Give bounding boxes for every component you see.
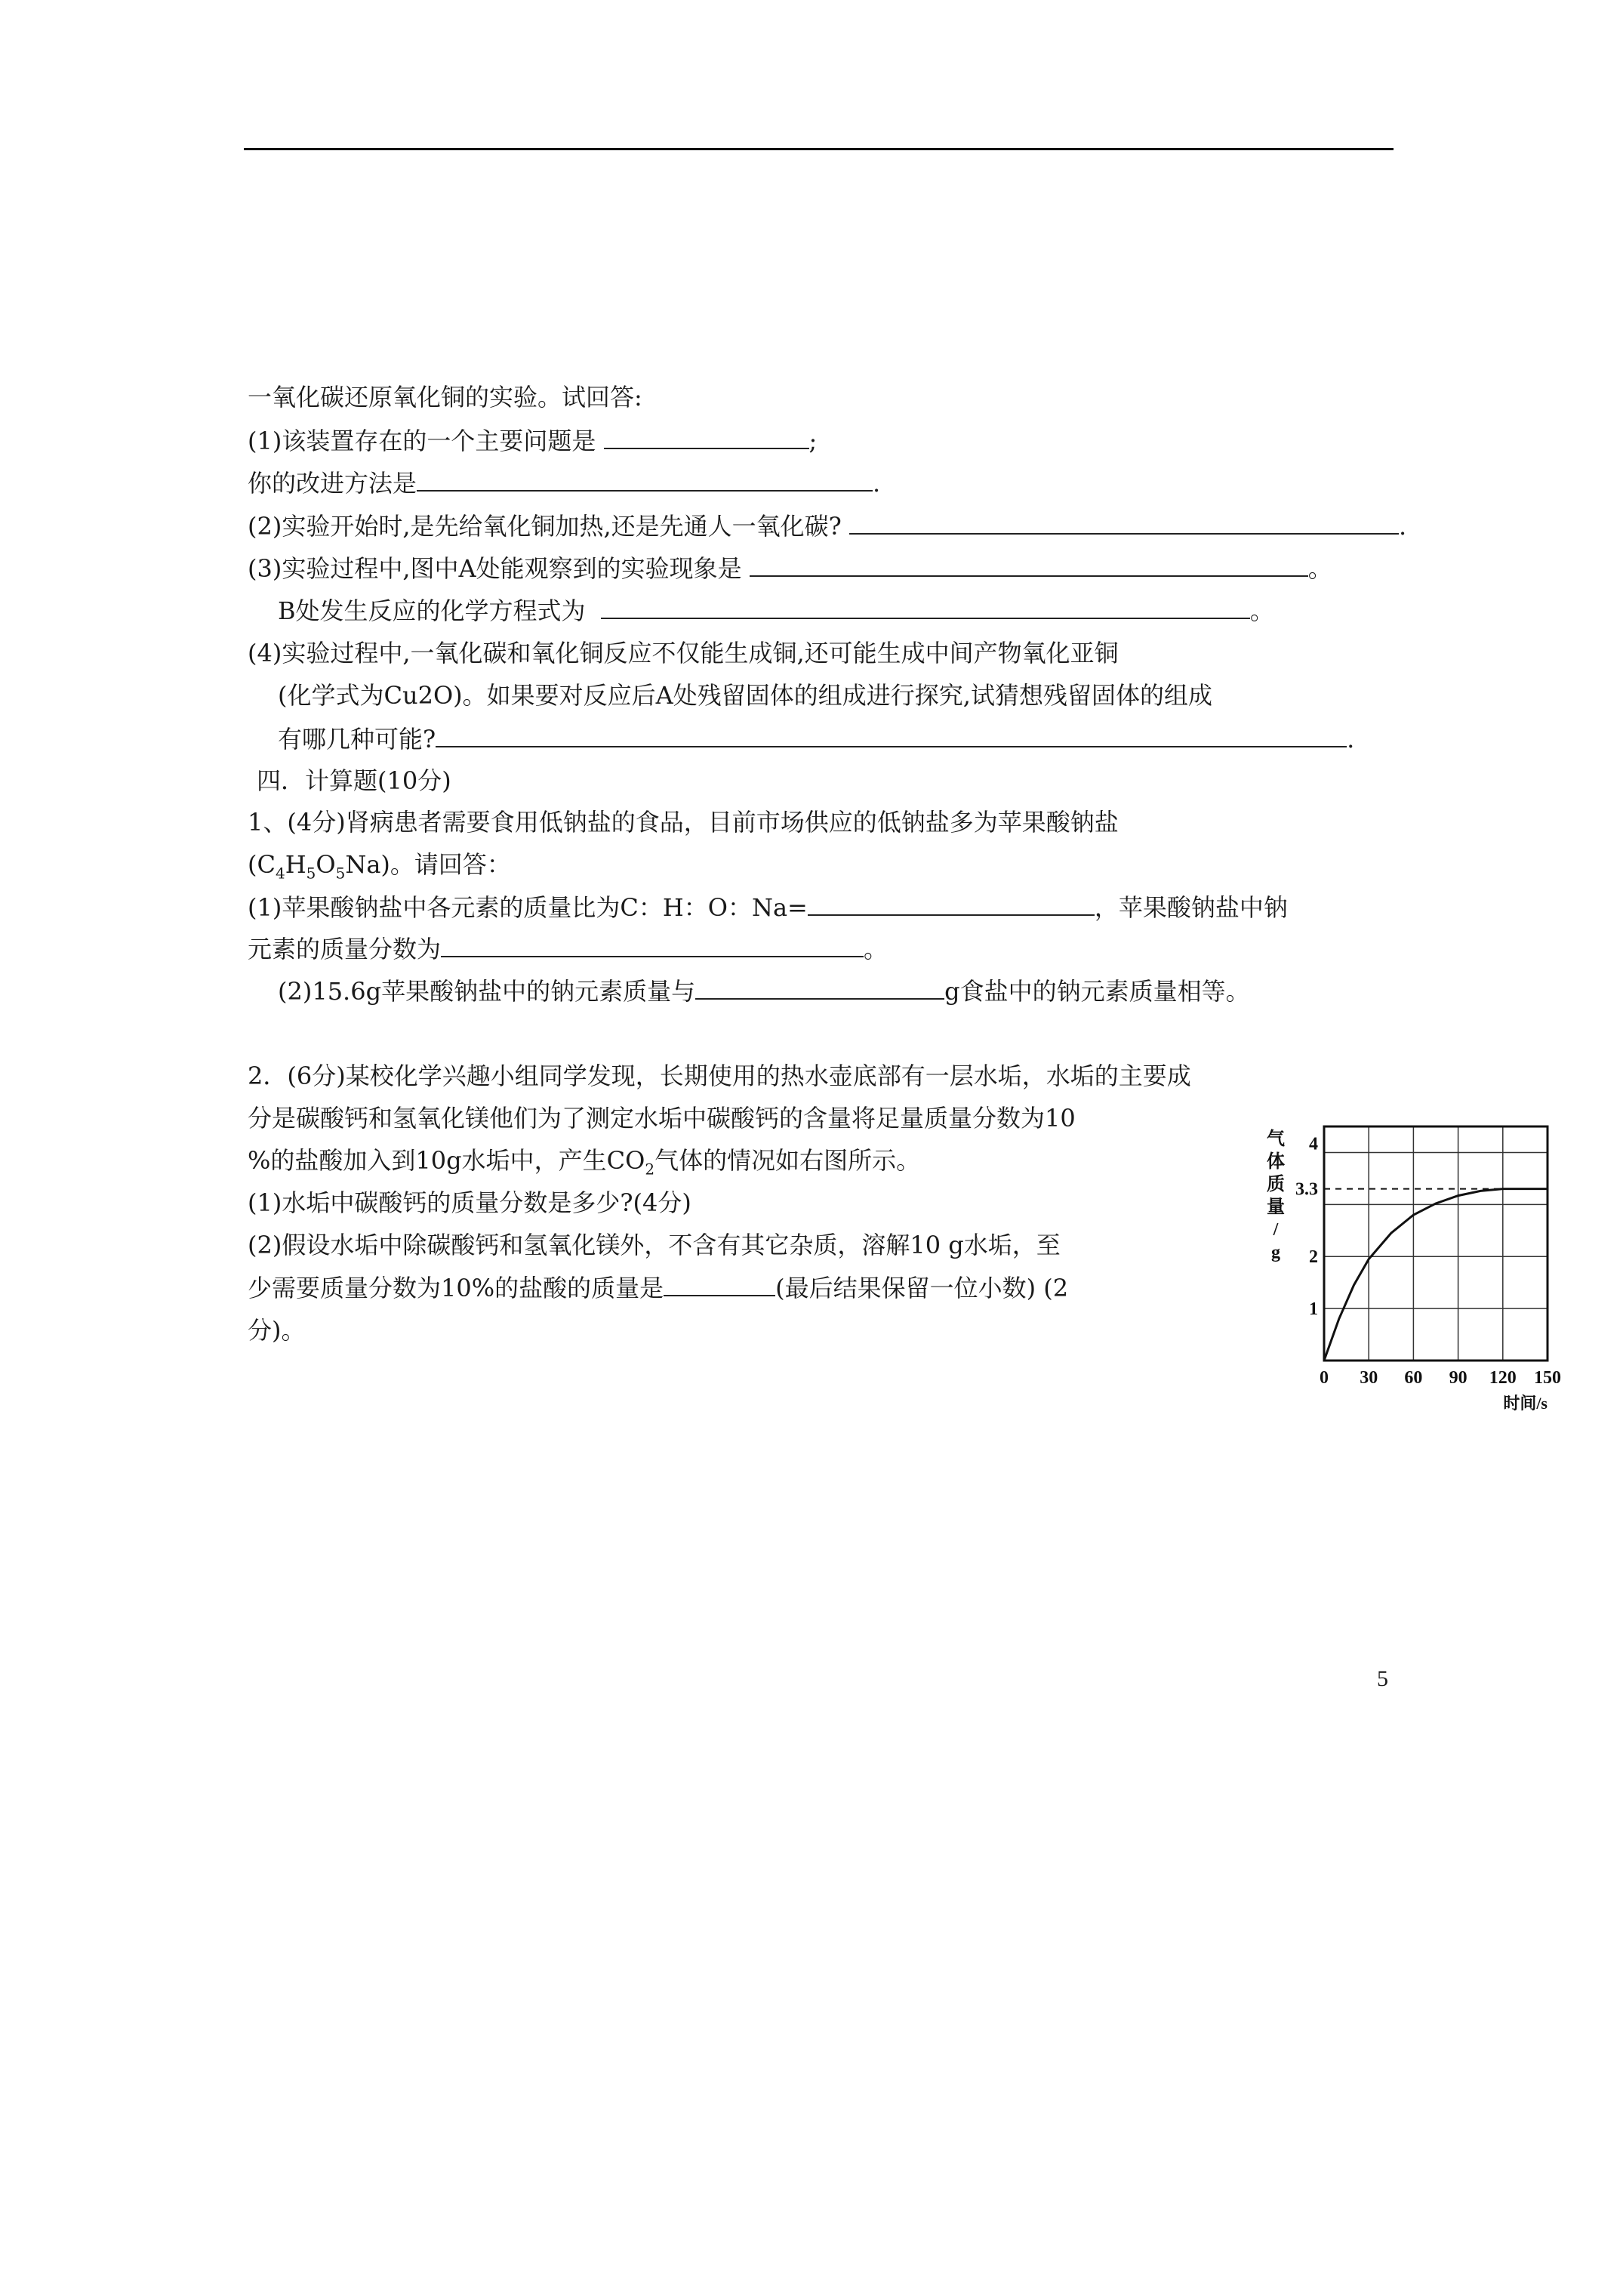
- gas-mass-chart: [1261, 1114, 1563, 1432]
- y-axis-label-char: g: [1271, 1243, 1280, 1262]
- x-tick-label: 0: [1320, 1368, 1329, 1388]
- x-tick-label: 60: [1404, 1368, 1423, 1388]
- answer-blank[interactable]: [695, 975, 944, 1000]
- header-rule: [244, 148, 1394, 150]
- y-tick-label: 4: [1309, 1134, 1318, 1154]
- y-tick-label: 1: [1309, 1299, 1318, 1320]
- calc-2-part2: (2)假设水垢中除碳酸钙和氢氧化镁外，不含有其它杂质，溶解10 g水垢，至: [248, 1231, 1061, 1259]
- co2-mass-curve: [1324, 1189, 1548, 1361]
- question-3-1-improvement: 你的改进方法是 .: [248, 469, 881, 498]
- chart-x-ticks: [1320, 1368, 1561, 1388]
- calc-2-intro: 2．(6分)某校化学兴趣小组同学发现，长期使用的热水壶底部有一层水垢，水垢的主要成: [248, 1062, 1191, 1090]
- answer-blank[interactable]: [441, 933, 864, 957]
- y-tick-label: 3.3: [1295, 1179, 1318, 1200]
- page-number: 5: [1377, 1666, 1388, 1691]
- calc-2-part2-cont: 少需要质量分数为10%的盐酸的质量是 (最后结果保留一位小数) (2: [248, 1274, 1069, 1302]
- calc-1-formula: $(C_4H_5O_5Na)$。请回答：: [248, 850, 511, 883]
- question-3-4-line2: (化学式为Cu2O)。如果要对反应后A处残留固体的组成进行探究,试猜想残留固体的组成: [278, 681, 1212, 710]
- calc-2-line2: 分是碳酸钙和氢氧化镁他们为了测定水垢中碳酸钙的含量将足量质量分数为10: [248, 1104, 1076, 1133]
- calc-1-part1: (1)苹果酸钠盐中各元素的质量比为C：H：O：Na= ，苹果酸钠盐中钠: [248, 893, 1288, 922]
- section-heading: 四．计算题(10分): [257, 766, 451, 795]
- calc-2-line3: %的盐酸加入到10g水垢中，产生$CO_2$气体的情况如右图所示。: [248, 1146, 921, 1179]
- y-axis-label-char: /: [1273, 1220, 1279, 1240]
- y-axis-label-char: 质: [1267, 1175, 1285, 1194]
- chart-xlabel: 时间/s: [1503, 1394, 1548, 1413]
- chart-ylabel: [1267, 1128, 1285, 1262]
- answer-blank[interactable]: [808, 892, 1095, 916]
- answer-blank[interactable]: [601, 595, 1250, 619]
- y-tick-label: 2: [1309, 1247, 1318, 1268]
- calc-1-part1-cont: 元素的质量分数为 。: [248, 935, 888, 963]
- calc-2-part2-end: 分)。: [248, 1316, 306, 1345]
- x-tick-label: 30: [1360, 1368, 1378, 1388]
- question-3-4-line3: 有哪几种可能? .: [278, 725, 1355, 754]
- answer-blank[interactable]: [604, 425, 809, 449]
- calc-1-part2: (2)15.6g苹果酸钠盐中的钠元素质量与 g食盐中的钠元素质量相等。: [278, 977, 1250, 1006]
- calc-2-part1: (1)水垢中碳酸钙的质量分数是多少?(4分): [248, 1188, 691, 1217]
- x-tick-label: 150: [1534, 1368, 1561, 1388]
- answer-blank[interactable]: [664, 1272, 775, 1296]
- chart-frame: [1324, 1126, 1548, 1361]
- chart-plot-frame: [1324, 1126, 1548, 1361]
- chart-series: [1324, 1189, 1548, 1361]
- question-3-3-equation: B处发生反应的化学方程式为 。: [278, 596, 1274, 625]
- chart-grid: [1324, 1126, 1548, 1361]
- y-axis-label-char: 体: [1267, 1152, 1285, 1172]
- question-3-3-phenomenon: (3)实验过程中,图中A处能观察到的实验现象是 。: [248, 554, 1332, 583]
- question-3-4-line1: (4)实验过程中,一氧化碳和氧化铜反应不仅能生成铜,还可能生成中间产物氧化亚铜: [248, 639, 1119, 667]
- answer-blank[interactable]: [417, 467, 873, 492]
- x-tick-label: 90: [1449, 1368, 1467, 1388]
- y-axis-label-char: 气: [1267, 1130, 1285, 1149]
- answer-blank[interactable]: [849, 510, 1399, 535]
- answer-blank[interactable]: [750, 553, 1308, 577]
- chart-y-ticks: [1295, 1134, 1318, 1319]
- x-tick-label: 120: [1489, 1368, 1517, 1388]
- calc-1-intro: 1、(4分)肾病患者需要食用低钠盐的食品，目前市场供应的低钠盐多为苹果酸钠盐: [248, 808, 1119, 837]
- question-intro: 一氧化碳还原氧化铜的实验。试回答:: [248, 383, 642, 411]
- question-3-1-main-problem: (1)该装置存在的一个主要问题是 ;: [248, 427, 818, 455]
- y-axis-label-char: 量: [1267, 1197, 1285, 1217]
- answer-blank[interactable]: [436, 723, 1347, 747]
- question-3-2: (2)实验开始时,是先给氧化铜加热,还是先通人一氧化碳? .: [248, 512, 1407, 541]
